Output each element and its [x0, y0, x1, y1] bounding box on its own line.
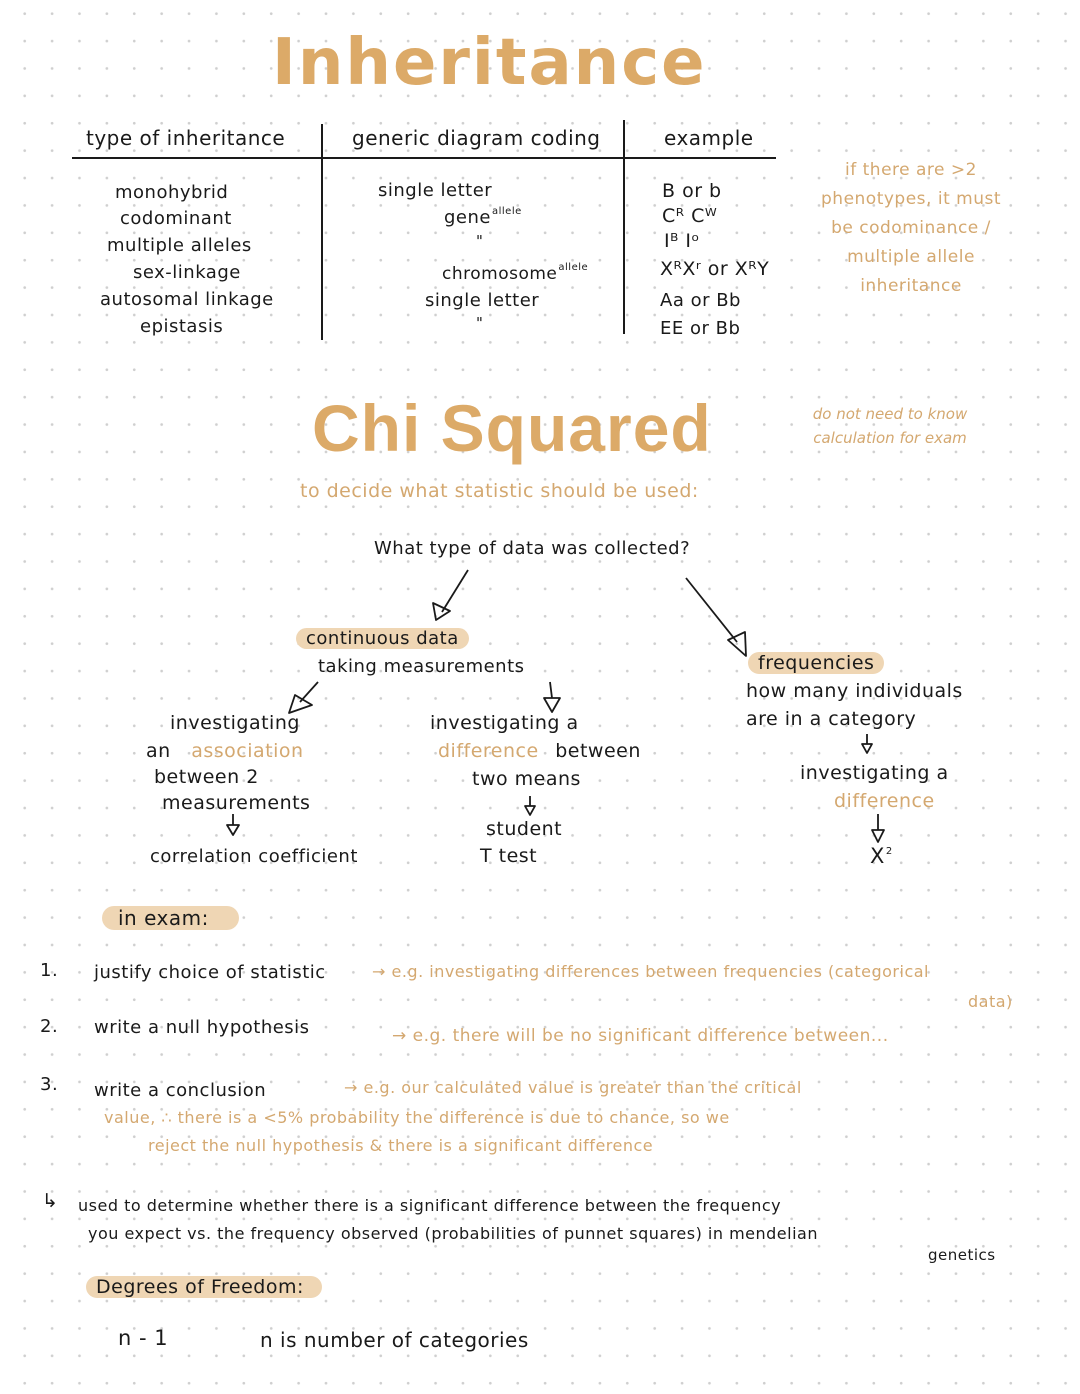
inheritance-title: Inheritance — [272, 26, 707, 100]
list-number: 3. — [40, 1074, 59, 1095]
superscript: 2 — [885, 846, 893, 857]
note-line: do not need to know — [812, 405, 968, 423]
chi-squared-title: Chi Squared — [312, 391, 712, 465]
usage-line: you expect vs. the frequency observed (probabilities of punnet squares) in mendelian — [88, 1224, 818, 1243]
list-item-example: reject the null hypothesis & there is a significant difference — [148, 1136, 654, 1155]
arrow-line — [442, 570, 468, 612]
list-item-text: write a conclusion — [94, 1080, 267, 1101]
right-branch-line — [438, 740, 641, 762]
left-branch-line: between 2 — [154, 766, 259, 788]
right-branch-line: investigating a — [430, 712, 579, 734]
coding-superscript: allele — [558, 262, 589, 273]
coding-text: chromosome — [442, 264, 558, 284]
table-cell-example: B or b — [662, 180, 722, 202]
note-line: be codominance / — [831, 218, 991, 238]
arrow-return-icon: ↳ — [42, 1190, 59, 1212]
right-branch-line: two means — [472, 768, 581, 790]
list-item-example: → e.g. investigating differences between frequencies (categorical — [372, 962, 929, 981]
dof-formula: n - 1 — [118, 1326, 169, 1350]
student-t-test-result: T test — [480, 845, 538, 867]
correlation-coefficient-result: correlation coefficient — [150, 846, 358, 867]
association-keyword: association — [191, 740, 304, 762]
text: between — [555, 740, 641, 762]
table-header-type: type of inheritance — [86, 126, 286, 150]
note-line: phenotypes, it must — [821, 189, 1001, 209]
table-header-example: example — [664, 126, 754, 150]
table-cell-coding: single letter — [378, 180, 493, 201]
continuous-data-label: continuous data — [296, 628, 469, 649]
chi-intro: to decide what statistic should be used: — [300, 480, 699, 502]
table-cell-type: autosomal linkage — [100, 289, 274, 310]
table-cell-type: monohybrid — [115, 182, 229, 203]
list-item-example: → e.g. our calculated value is greater than the critical — [344, 1078, 802, 1097]
usage-line: used to determine whether there is a significant difference between the frequency — [78, 1196, 782, 1215]
difference-keyword: difference — [438, 740, 539, 762]
note-line: multiple allele — [847, 247, 975, 267]
text: an — [146, 740, 171, 762]
list-number: 2. — [40, 1016, 59, 1037]
arrow-line — [550, 682, 552, 698]
coding-superscript: allele — [491, 206, 522, 217]
table-cell-type: codominant — [120, 208, 232, 229]
note-line: inheritance — [860, 276, 962, 296]
arrow-head-icon — [544, 698, 560, 712]
table-cell-type: epistasis — [140, 316, 224, 337]
degrees-of-freedom-label: Degrees of Freedom: — [86, 1276, 322, 1298]
list-item-example: → e.g. there will be no significant difference between... — [392, 1026, 889, 1046]
frequencies-label: frequencies — [748, 652, 884, 674]
in-exam-label: in exam: — [102, 906, 239, 930]
text: X — [870, 844, 885, 868]
left-branch-line: investigating — [170, 712, 300, 734]
table-cell-example: Cᴿ Cᵂ — [662, 205, 718, 227]
frequencies-line: investigating a — [800, 762, 949, 784]
frequencies-line: are in a category — [746, 708, 917, 730]
table-header-coding: generic diagram coding — [352, 126, 601, 150]
frequencies-line: how many individuals — [746, 680, 963, 702]
difference-keyword: difference — [834, 790, 935, 812]
list-item-text: write a null hypothesis — [94, 1017, 310, 1038]
list-item-example: value, ∴ there is a <5% probability the difference is due to chance, so we — [104, 1108, 730, 1127]
table-cell-coding: single letter — [425, 290, 540, 311]
left-branch-line — [146, 740, 304, 762]
continuous-data-sub: taking measurements — [318, 656, 525, 677]
table-cell-coding: " — [476, 314, 484, 332]
table-cell-example: Aa or Bb — [660, 290, 741, 311]
arrow-head-icon — [728, 632, 746, 656]
note-line: calculation for exam — [813, 429, 967, 447]
list-item-example: data) — [968, 992, 1013, 1011]
coding-text: gene — [444, 207, 491, 228]
chi-squared-result — [870, 844, 893, 868]
list-number: 1. — [40, 960, 59, 981]
table-cell-example: Iᴮ Iᵒ — [664, 230, 700, 252]
table-cell-type: multiple alleles — [107, 235, 252, 256]
dof-explanation: n is number of categories — [260, 1328, 529, 1352]
left-branch-line: measurements — [162, 792, 311, 814]
arrow-head-icon — [289, 695, 312, 713]
arrow-line — [686, 578, 737, 642]
list-item-text: justify choice of statistic — [94, 962, 326, 983]
table-cell-example: EE or Bb — [660, 318, 741, 339]
table-cell-example: XᴿXʳ or XᴿY — [660, 258, 770, 280]
chi-question: What type of data was collected? — [374, 538, 691, 559]
note-line: if there are >2 — [845, 160, 977, 180]
table-cell-type: sex-linkage — [133, 262, 241, 283]
table-cell-coding: " — [476, 232, 484, 250]
student-t-test-result: student — [486, 818, 563, 840]
usage-line: genetics — [928, 1246, 996, 1264]
